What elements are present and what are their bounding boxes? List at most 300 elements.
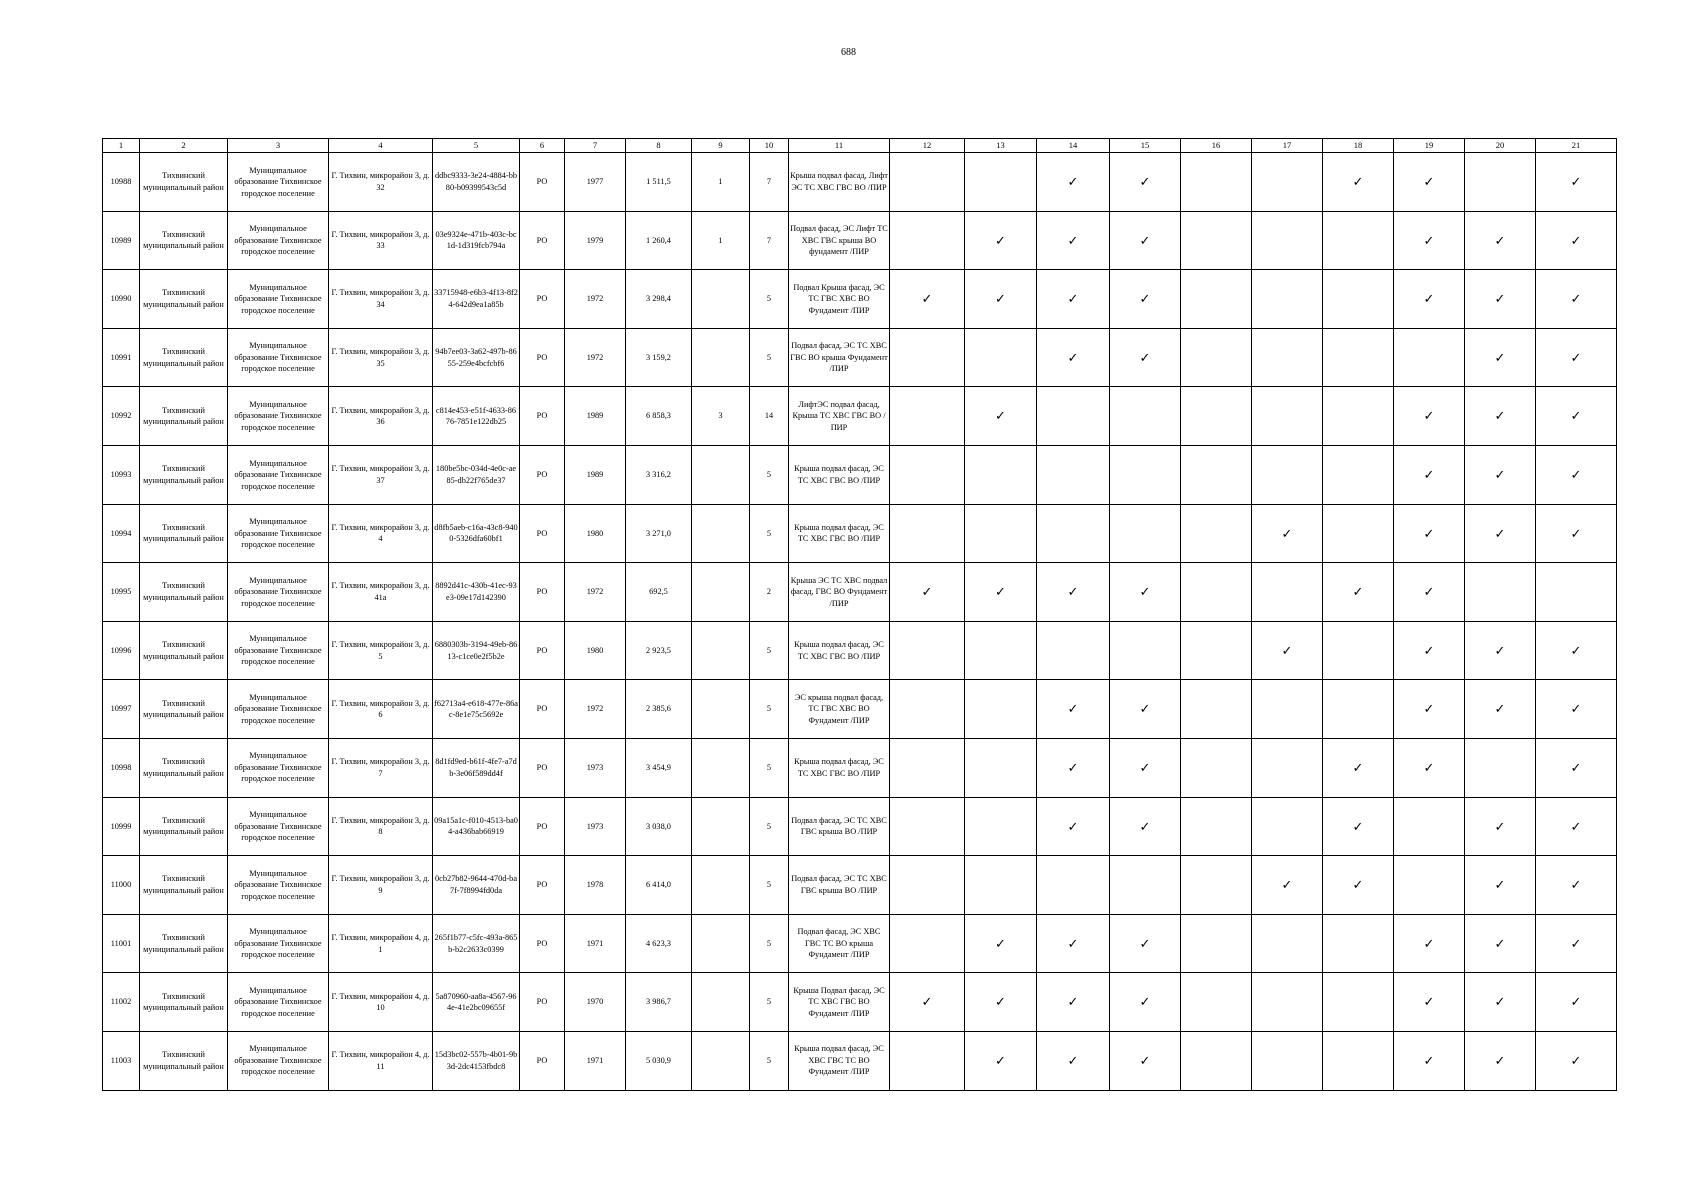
cell-guid: 03e9324e-471b-403c-bc1d-1d319fcb794a xyxy=(433,211,520,270)
table-row xyxy=(103,680,1617,739)
cell-area: 1 260,4 xyxy=(626,211,692,270)
check-cell xyxy=(1536,797,1617,856)
check-cell xyxy=(1252,328,1323,387)
cell-id: 10990 xyxy=(103,270,140,329)
cell-guid: 180be5bc-034d-4e0c-ae85-db22f765de37 xyxy=(433,445,520,504)
check-cell xyxy=(1465,1031,1536,1090)
cell-id: 11001 xyxy=(103,914,140,973)
check-mark-icon: ✓ xyxy=(1423,642,1435,658)
check-cell xyxy=(1323,680,1394,739)
check-cell xyxy=(1323,563,1394,622)
cell-district: Тихвинский муниципальный район xyxy=(140,797,228,856)
cell-works: ЭС крыша подвал фасад, ТС ГВС ХВС ВО Фундамент /ПИР xyxy=(789,680,890,739)
check-cell xyxy=(1394,797,1465,856)
cell-area: 3 271,0 xyxy=(626,504,692,563)
check-mark-icon: ✓ xyxy=(1139,232,1151,248)
table-row xyxy=(103,1031,1617,1090)
check-cell xyxy=(1252,211,1323,270)
check-cell xyxy=(965,797,1037,856)
check-cell xyxy=(890,973,965,1032)
cell-year: 1978 xyxy=(565,856,626,915)
cell-col10: 5 xyxy=(750,504,789,563)
check-cell xyxy=(965,211,1037,270)
table-row xyxy=(103,328,1617,387)
check-cell xyxy=(1394,445,1465,504)
check-cell xyxy=(1181,328,1252,387)
table-row xyxy=(103,445,1617,504)
cell-type: РО xyxy=(520,1031,565,1090)
cell-year: 1980 xyxy=(565,621,626,680)
column-header-13: 13 xyxy=(965,139,1037,153)
cell-municipality: Муниципальное образование Тихвинское городское поселение xyxy=(228,563,329,622)
check-cell xyxy=(1110,153,1181,212)
cell-year: 1972 xyxy=(565,328,626,387)
check-cell xyxy=(890,328,965,387)
check-mark-icon: ✓ xyxy=(1423,467,1435,483)
cell-id: 10999 xyxy=(103,797,140,856)
cell-works: Подвал фасад, ЭС ТС ХВС ГВС крыша ВО /ПИР xyxy=(789,797,890,856)
check-mark-icon: ✓ xyxy=(1423,1052,1435,1068)
cell-year: 1972 xyxy=(565,270,626,329)
check-cell xyxy=(1394,1031,1465,1090)
check-cell xyxy=(1394,270,1465,329)
cell-id: 10996 xyxy=(103,621,140,680)
cell-district: Тихвинский муниципальный район xyxy=(140,211,228,270)
cell-district: Тихвинский муниципальный район xyxy=(140,621,228,680)
table-row xyxy=(103,270,1617,329)
cell-col10: 7 xyxy=(750,211,789,270)
cell-col10: 5 xyxy=(750,621,789,680)
check-mark-icon: ✓ xyxy=(1570,291,1582,307)
column-header-1: 1 xyxy=(103,139,140,153)
check-cell xyxy=(1465,738,1536,797)
column-header-6: 6 xyxy=(520,139,565,153)
check-mark-icon: ✓ xyxy=(1281,525,1293,541)
check-cell xyxy=(1181,445,1252,504)
cell-col10: 5 xyxy=(750,914,789,973)
cell-guid: 5a870960-aa8a-4567-964e-41e2bc09655f xyxy=(433,973,520,1032)
check-cell xyxy=(1037,680,1110,739)
check-mark-icon: ✓ xyxy=(1067,349,1079,365)
cell-col9 xyxy=(692,973,750,1032)
check-cell xyxy=(1252,387,1323,446)
check-cell xyxy=(1252,797,1323,856)
cell-works: Подвал фасад, ЭС ТС ХВС ГВС ВО крыша Фундамент /ПИР xyxy=(789,328,890,387)
cell-col10: 5 xyxy=(750,270,789,329)
check-cell xyxy=(1465,973,1536,1032)
cell-address: Г. Тихвин, микрорайон 3, д. 33 xyxy=(329,211,433,270)
cell-col9 xyxy=(692,563,750,622)
cell-col10: 5 xyxy=(750,973,789,1032)
cell-municipality: Муниципальное образование Тихвинское городское поселение xyxy=(228,328,329,387)
cell-col9 xyxy=(692,738,750,797)
check-mark-icon: ✓ xyxy=(1423,232,1435,248)
check-cell xyxy=(1536,563,1617,622)
check-mark-icon: ✓ xyxy=(1570,935,1582,951)
cell-works: Крыша подвал фасад, ЭС ТС ХВС ГВС ВО /ПИР xyxy=(789,621,890,680)
cell-municipality: Муниципальное образование Тихвинское городское поселение xyxy=(228,153,329,212)
check-cell xyxy=(1110,797,1181,856)
cell-col10: 5 xyxy=(750,1031,789,1090)
column-header-16: 16 xyxy=(1181,139,1252,153)
check-mark-icon: ✓ xyxy=(1423,701,1435,717)
check-cell xyxy=(1037,445,1110,504)
check-cell xyxy=(1037,797,1110,856)
cell-address: Г. Тихвин, микрорайон 3, д. 9 xyxy=(329,856,433,915)
check-cell xyxy=(1181,504,1252,563)
check-cell xyxy=(965,445,1037,504)
cell-works: Подвал фасад, ЭС ХВС ГВС ТС ВО крыша Фундамент /ПИР xyxy=(789,914,890,973)
check-cell xyxy=(1323,914,1394,973)
check-cell xyxy=(890,445,965,504)
check-cell xyxy=(1465,270,1536,329)
cell-type: РО xyxy=(520,680,565,739)
check-cell xyxy=(1394,680,1465,739)
check-cell xyxy=(1323,504,1394,563)
check-cell xyxy=(1465,504,1536,563)
cell-col9: 3 xyxy=(692,387,750,446)
check-cell xyxy=(1394,387,1465,446)
check-cell xyxy=(890,504,965,563)
table-row xyxy=(103,914,1617,973)
cell-type: РО xyxy=(520,738,565,797)
table-row xyxy=(103,856,1617,915)
check-mark-icon: ✓ xyxy=(1570,525,1582,541)
check-mark-icon: ✓ xyxy=(1139,349,1151,365)
check-cell xyxy=(1252,914,1323,973)
check-cell xyxy=(1181,738,1252,797)
check-mark-icon: ✓ xyxy=(995,584,1006,600)
check-mark-icon: ✓ xyxy=(1423,584,1435,600)
column-header-17: 17 xyxy=(1252,139,1323,153)
cell-id: 10988 xyxy=(103,153,140,212)
cell-area: 3 159,2 xyxy=(626,328,692,387)
table-row xyxy=(103,621,1617,680)
check-cell xyxy=(1323,445,1394,504)
cell-type: РО xyxy=(520,504,565,563)
check-cell xyxy=(1465,797,1536,856)
cell-area: 2 923,5 xyxy=(626,621,692,680)
check-cell xyxy=(1394,563,1465,622)
cell-address: Г. Тихвин, микрорайон 4, д. 1 xyxy=(329,914,433,973)
check-cell xyxy=(1323,211,1394,270)
check-mark-icon: ✓ xyxy=(1494,467,1506,483)
check-cell xyxy=(890,211,965,270)
check-cell xyxy=(890,621,965,680)
table-row xyxy=(103,738,1617,797)
check-cell xyxy=(1252,445,1323,504)
check-mark-icon: ✓ xyxy=(1067,818,1079,834)
check-cell xyxy=(1181,1031,1252,1090)
cell-type: РО xyxy=(520,387,565,446)
check-mark-icon: ✓ xyxy=(1494,408,1506,424)
check-cell xyxy=(1181,973,1252,1032)
check-mark-icon: ✓ xyxy=(1067,174,1079,190)
cell-district: Тихвинский муниципальный район xyxy=(140,973,228,1032)
check-cell xyxy=(1252,504,1323,563)
cell-district: Тихвинский муниципальный район xyxy=(140,153,228,212)
cell-area: 3 038,0 xyxy=(626,797,692,856)
check-mark-icon: ✓ xyxy=(1067,291,1079,307)
cell-municipality: Муниципальное образование Тихвинское городское поселение xyxy=(228,211,329,270)
check-mark-icon: ✓ xyxy=(1423,525,1435,541)
cell-year: 1972 xyxy=(565,680,626,739)
cell-address: Г. Тихвин, микрорайон 4, д. 10 xyxy=(329,973,433,1032)
check-cell xyxy=(1536,504,1617,563)
check-mark-icon: ✓ xyxy=(1139,935,1151,951)
check-mark-icon: ✓ xyxy=(1494,642,1506,658)
cell-col10: 14 xyxy=(750,387,789,446)
cell-address: Г. Тихвин, микрорайон 3, д. 35 xyxy=(329,328,433,387)
cell-year: 1989 xyxy=(565,387,626,446)
check-cell xyxy=(1037,621,1110,680)
check-cell xyxy=(1252,1031,1323,1090)
cell-year: 1973 xyxy=(565,797,626,856)
cell-col10: 5 xyxy=(750,328,789,387)
cell-col9 xyxy=(692,445,750,504)
column-header-21: 21 xyxy=(1536,139,1617,153)
check-mark-icon: ✓ xyxy=(1570,877,1582,893)
cell-col9 xyxy=(692,504,750,563)
check-mark-icon: ✓ xyxy=(995,291,1006,307)
check-mark-icon: ✓ xyxy=(1494,818,1506,834)
check-cell xyxy=(1465,153,1536,212)
cell-area: 1 511,5 xyxy=(626,153,692,212)
column-header-12: 12 xyxy=(890,139,965,153)
cell-area: 3 454,9 xyxy=(626,738,692,797)
cell-works: Крыша подвал фасад, ЭС ТС ХВС ГВС ВО /ПИР xyxy=(789,504,890,563)
check-cell xyxy=(1536,387,1617,446)
cell-district: Тихвинский муниципальный район xyxy=(140,856,228,915)
column-header-2: 2 xyxy=(140,139,228,153)
check-cell xyxy=(1037,328,1110,387)
check-mark-icon: ✓ xyxy=(1067,1052,1079,1068)
check-cell xyxy=(965,1031,1037,1090)
check-cell xyxy=(1037,914,1110,973)
check-mark-icon: ✓ xyxy=(1570,1052,1582,1068)
check-cell xyxy=(890,387,965,446)
check-cell xyxy=(890,914,965,973)
check-cell xyxy=(1536,153,1617,212)
check-cell xyxy=(1110,738,1181,797)
cell-id: 11000 xyxy=(103,856,140,915)
check-cell xyxy=(1037,387,1110,446)
check-mark-icon: ✓ xyxy=(1139,1052,1151,1068)
check-cell xyxy=(1110,445,1181,504)
check-mark-icon: ✓ xyxy=(1352,759,1364,775)
column-header-20: 20 xyxy=(1465,139,1536,153)
cell-area: 692,5 xyxy=(626,563,692,622)
cell-guid: 6880303b-3194-49eb-8613-c1ce0e2f5b2e xyxy=(433,621,520,680)
check-cell xyxy=(1323,1031,1394,1090)
check-cell xyxy=(1110,504,1181,563)
cell-id: 10998 xyxy=(103,738,140,797)
page-number: 688 xyxy=(841,47,856,58)
cell-works: Крыша подвал фасад, ЭС ТС ХВС ГВС ВО /ПИР xyxy=(789,445,890,504)
check-mark-icon: ✓ xyxy=(1570,994,1582,1010)
cell-col9 xyxy=(692,680,750,739)
cell-works: Крыша Подвал фасад, ЭС ТС ХВС ГВС ВО Фундамент /ПИР xyxy=(789,973,890,1032)
check-mark-icon: ✓ xyxy=(1423,935,1435,951)
cell-district: Тихвинский муниципальный район xyxy=(140,445,228,504)
cell-district: Тихвинский муниципальный район xyxy=(140,270,228,329)
check-cell xyxy=(1181,153,1252,212)
cell-works: Подвал фасад, ЭС Лифт ТС ХВС ГВС крыша ВО фундамент /ПИР xyxy=(789,211,890,270)
cell-district: Тихвинский муниципальный район xyxy=(140,680,228,739)
cell-col10: 5 xyxy=(750,856,789,915)
check-cell xyxy=(1181,387,1252,446)
check-cell xyxy=(965,914,1037,973)
check-mark-icon: ✓ xyxy=(1067,935,1079,951)
check-mark-icon: ✓ xyxy=(1494,994,1506,1010)
check-cell xyxy=(1323,973,1394,1032)
check-cell xyxy=(1465,621,1536,680)
cell-guid: d8fb5aeb-c16a-43c8-9400-5326dfa60bf1 xyxy=(433,504,520,563)
check-mark-icon: ✓ xyxy=(1570,759,1582,775)
check-cell xyxy=(1110,328,1181,387)
cell-address: Г. Тихвин, микрорайон 4, д. 11 xyxy=(329,1031,433,1090)
check-mark-icon: ✓ xyxy=(1423,759,1435,775)
check-cell xyxy=(1536,621,1617,680)
cell-municipality: Муниципальное образование Тихвинское городское поселение xyxy=(228,680,329,739)
check-cell xyxy=(1394,914,1465,973)
check-cell xyxy=(890,1031,965,1090)
table-body xyxy=(103,153,1617,1091)
check-cell xyxy=(1323,270,1394,329)
cell-year: 1971 xyxy=(565,914,626,973)
check-cell xyxy=(1110,211,1181,270)
check-cell xyxy=(1536,973,1617,1032)
check-mark-icon: ✓ xyxy=(995,994,1006,1010)
cell-area: 6 858,3 xyxy=(626,387,692,446)
check-cell xyxy=(1536,856,1617,915)
check-cell xyxy=(1394,328,1465,387)
check-cell xyxy=(1536,211,1617,270)
check-cell xyxy=(1465,387,1536,446)
check-cell xyxy=(1394,504,1465,563)
check-mark-icon: ✓ xyxy=(1494,935,1506,951)
check-cell xyxy=(965,270,1037,329)
check-cell xyxy=(1110,1031,1181,1090)
check-cell xyxy=(1394,856,1465,915)
check-cell xyxy=(965,856,1037,915)
check-cell xyxy=(1394,973,1465,1032)
cell-id: 10991 xyxy=(103,328,140,387)
check-mark-icon: ✓ xyxy=(995,935,1006,951)
cell-district: Тихвинский муниципальный район xyxy=(140,1031,228,1090)
cell-type: РО xyxy=(520,914,565,973)
check-cell xyxy=(965,328,1037,387)
check-cell xyxy=(1037,504,1110,563)
check-cell xyxy=(890,680,965,739)
check-cell xyxy=(1252,563,1323,622)
cell-guid: 94b7ee03-3a62-497b-8655-259e4bcfcbf6 xyxy=(433,328,520,387)
check-mark-icon: ✓ xyxy=(1139,759,1151,775)
check-cell xyxy=(1181,270,1252,329)
cell-year: 1970 xyxy=(565,973,626,1032)
check-cell xyxy=(1181,797,1252,856)
cell-municipality: Муниципальное образование Тихвинское городское поселение xyxy=(228,445,329,504)
check-cell xyxy=(890,153,965,212)
cell-id: 10994 xyxy=(103,504,140,563)
check-cell xyxy=(965,621,1037,680)
cell-col10: 7 xyxy=(750,153,789,212)
check-mark-icon: ✓ xyxy=(1139,701,1151,717)
check-cell xyxy=(1037,153,1110,212)
cell-id: 10995 xyxy=(103,563,140,622)
column-header-8: 8 xyxy=(626,139,692,153)
cell-guid: 0cb27b82-9644-470d-ba7f-7f8994fd0da xyxy=(433,856,520,915)
check-mark-icon: ✓ xyxy=(1494,525,1506,541)
check-cell xyxy=(1465,856,1536,915)
cell-type: РО xyxy=(520,797,565,856)
cell-area: 5 030,9 xyxy=(626,1031,692,1090)
column-header-19: 19 xyxy=(1394,139,1465,153)
cell-col10: 5 xyxy=(750,797,789,856)
check-cell xyxy=(1252,270,1323,329)
check-cell xyxy=(965,153,1037,212)
cell-col10: 5 xyxy=(750,445,789,504)
cell-col9 xyxy=(692,914,750,973)
check-mark-icon: ✓ xyxy=(1570,818,1582,834)
check-cell xyxy=(1037,856,1110,915)
check-cell xyxy=(1181,621,1252,680)
check-cell xyxy=(1465,563,1536,622)
cell-id: 10997 xyxy=(103,680,140,739)
check-cell xyxy=(1181,211,1252,270)
check-cell xyxy=(965,680,1037,739)
cell-area: 3 316,2 xyxy=(626,445,692,504)
check-mark-icon: ✓ xyxy=(1494,1052,1506,1068)
check-cell xyxy=(1037,973,1110,1032)
cell-col9 xyxy=(692,328,750,387)
check-mark-icon: ✓ xyxy=(1281,642,1293,658)
cell-municipality: Муниципальное образование Тихвинское городское поселение xyxy=(228,797,329,856)
cell-address: Г. Тихвин, микрорайон 3, д. 34 xyxy=(329,270,433,329)
cell-col9 xyxy=(692,270,750,329)
check-cell xyxy=(965,387,1037,446)
check-cell xyxy=(1536,680,1617,739)
check-mark-icon: ✓ xyxy=(1570,467,1582,483)
cell-col9 xyxy=(692,797,750,856)
check-cell xyxy=(890,797,965,856)
check-cell xyxy=(1110,914,1181,973)
table-row xyxy=(103,563,1617,622)
check-mark-icon: ✓ xyxy=(1067,701,1079,717)
check-cell xyxy=(890,270,965,329)
cell-address: Г. Тихвин, микрорайон 3, д. 37 xyxy=(329,445,433,504)
check-cell xyxy=(965,504,1037,563)
check-cell xyxy=(1536,328,1617,387)
check-mark-icon: ✓ xyxy=(1494,877,1506,893)
check-cell xyxy=(1536,270,1617,329)
check-mark-icon: ✓ xyxy=(1570,349,1582,365)
cell-year: 1989 xyxy=(565,445,626,504)
check-cell xyxy=(1465,914,1536,973)
check-mark-icon: ✓ xyxy=(1352,174,1364,190)
check-mark-icon: ✓ xyxy=(1139,994,1151,1010)
check-mark-icon: ✓ xyxy=(1494,232,1506,248)
cell-col10: 2 xyxy=(750,563,789,622)
cell-id: 10993 xyxy=(103,445,140,504)
cell-works: Подвал Крыша фасад, ЭС ТС ГВС ХВС ВО Фундамент /ПИР xyxy=(789,270,890,329)
cell-col9 xyxy=(692,856,750,915)
cell-id: 11003 xyxy=(103,1031,140,1090)
cell-guid: 15d3bc02-557b-4b01-9b3d-2dc4153fbdc8 xyxy=(433,1031,520,1090)
check-mark-icon: ✓ xyxy=(1139,818,1151,834)
cell-address: Г. Тихвин, микрорайон 3, д. 41а xyxy=(329,563,433,622)
cell-col9 xyxy=(692,621,750,680)
